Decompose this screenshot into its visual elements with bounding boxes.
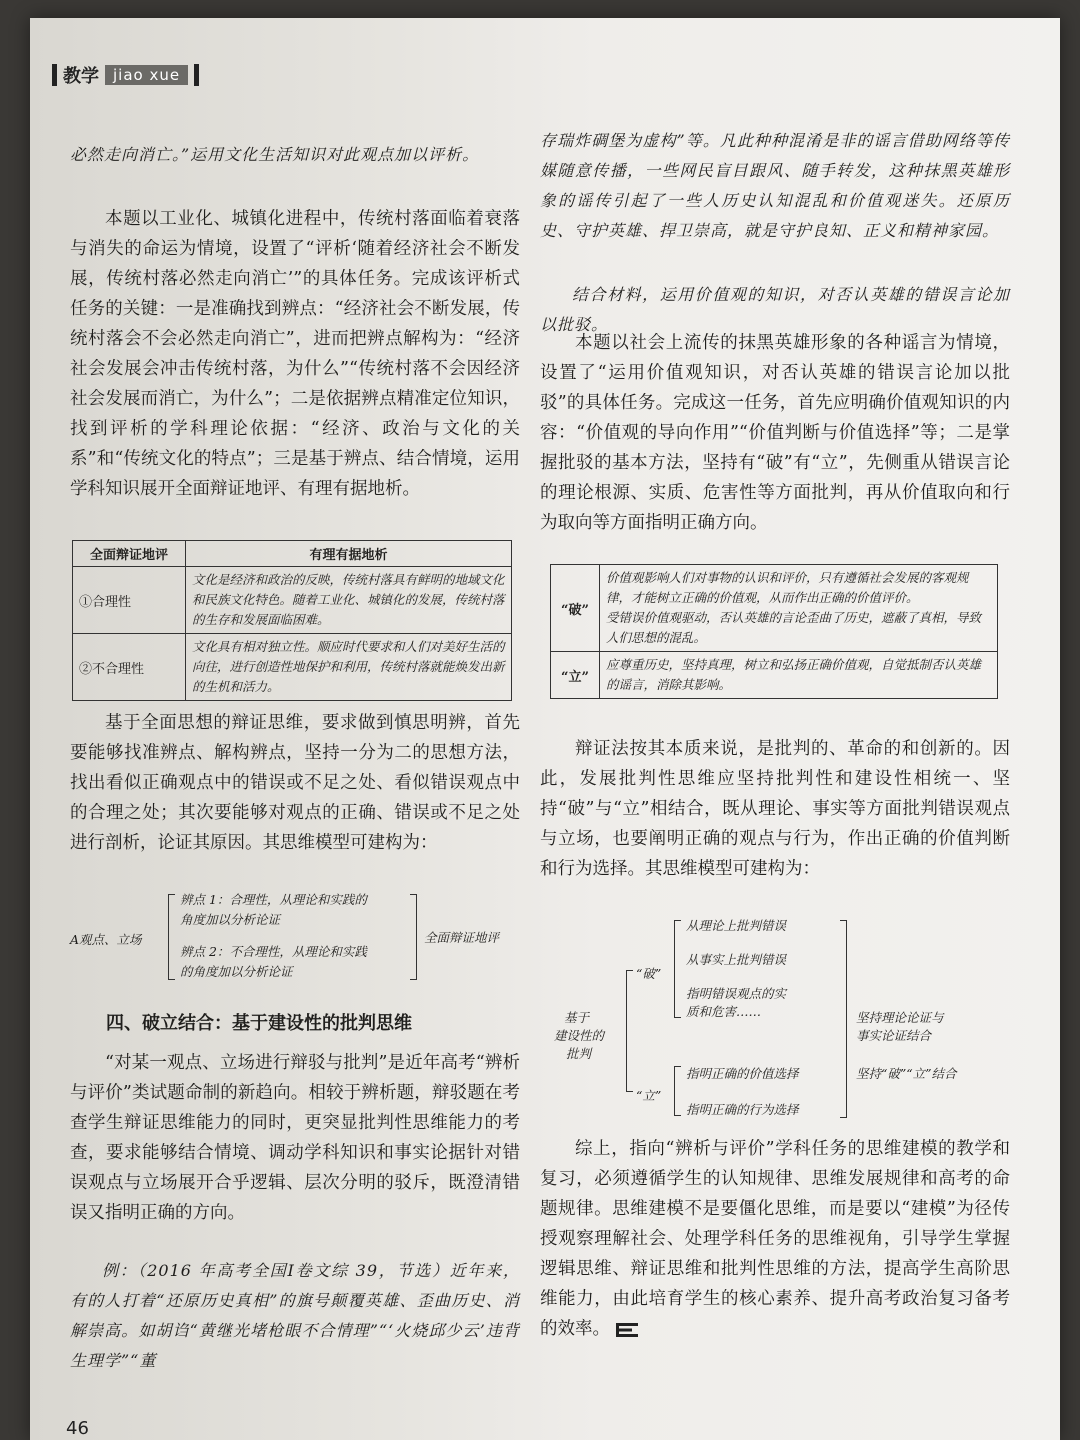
magazine-page [30,18,1060,1440]
table-row-label: “立” [551,652,600,699]
model-branch-1-line-1: 辨点 1：合理性，从理论和实践的 [180,892,367,907]
model-result-1-line-2: 事实论证结合 [856,1028,932,1043]
right-p1: 存瑞炸碉堡为虚构”等。凡此种种混淆是非的谣言借助网络等传媒随意传播，一些网民盲目跟风、随手转发，这种抹黑英雄形象的谣传引起了一些人历史认知混乱和价值观迷失。还原历史、守护英雄、捍卫崇高，就是守护良知、正义和精神家园。 [540,131,1010,240]
left-p2: 本题以工业化、城镇化进程中，传统村落面临着衰落与消失的命运为情境，设置了“评析‘随着经济社会不断发展，传统村落必然走向消亡’”的具体任务。完成该评析式任务的关键：一是准确找到辨点：“经济社会不断发展，传统村落会不会必然走向消亡”，进而把辨点解构为：“经济社会发展会冲击传统村落，为什么”“传统村落不会因经济社会发展而消亡，为什么”；二是依据辨点精准定位知识，找到评析的学科理论依据：“经济、政治与文化的关系”和“传统文化的特点”；三是基于辨点、结合情境，运用学科知识展开全面辩证地评、有理有据地析。 [70,209,520,499]
section-heading: 四、破立结合：基于建设性的批判思维 [106,1013,412,1034]
table-row [73,634,512,701]
left-table-header-1: 全面辩证地评 [73,541,186,567]
model-li-item-2: 指明正确的行为选择 [686,1102,799,1117]
table-row-text-2: 受错误价值观驱动，否认英雄的言论歪曲了历史，遮蔽了真相，导致人们思想的混乱。 [606,610,982,645]
page-header [52,62,199,88]
end-mark-icon [616,1323,638,1337]
right-table [550,564,998,699]
section-title: 教学 [63,66,99,87]
left-p3: 基于全面思想的辩证思维，要求做到慎思明辨，首先要能够找准辨点、解构辨点，坚持一分为二的思想方法，找出看似正确观点中的错误或不足之处、看似错误观点中的合理之处；其次要能够对观点的正确、错误或不足之处进行剖析，论证其原因。其思维模型可建构为： [70,713,520,853]
table-row-text [600,565,998,652]
table-row [551,652,998,699]
table-row-text-1: 价值观影响人们对事物的认识和评价，只有遵循社会发展的客观规律，才能树立正确的价值观，从而作出正确的价值评价。 [606,570,969,605]
model-result: 全面辩证地评 [424,930,500,945]
table-row-text: 应尊重历史，坚持真理，树立和弘扬正确价值观，自觉抵制否认英雄的谣言，消除其影响。 [600,652,998,699]
model-result-1-line-1: 坚持理论论证与 [856,1010,944,1025]
model-root-line-1: 基于 [564,1010,590,1025]
model-branch-2-line-2: 的角度加以分析论证 [180,964,293,979]
model-po-item-2: 从事实上批判错误 [686,952,787,967]
table-row-text: 文化是经济和政治的反映，传统村落具有鲜明的地域文化和民族文化特色。随着工业化、城镇化的发展，传统村落的生存和发展面临困难。 [186,567,512,634]
right-p5-text: 综上，指向“辨析与评价”学科任务的思维建模的教学和复习，必须遵循学生的认知规律、思维发展规律和高考的命题规律。思维建模不是要僵化思维，而是要以“建模”为径传授观察理解社会、处理学科任务的思维视角，引导学生掌握逻辑思维、辩证思维和批判性思维的方法，提高学生高阶思维能力，由此培育学生的核心素养、提升高考政治复习备考的效率。 [540,1139,1010,1339]
model-po: “破” [636,966,662,981]
model-branch-2-line-1: 辨点 2：不合理性，从理论和实践 [180,944,367,959]
model-po-brace [674,920,681,1018]
left-table-header-2: 有理有据地析 [186,541,512,567]
model-li: “立” [636,1088,662,1103]
model-result-2: 坚持“破”“立”结合 [856,1066,957,1081]
model-right-brace [840,920,847,1118]
right-thinking-model [540,914,1010,1128]
left-table [72,540,512,701]
left-p1: 必然走向消亡。”运用文化生活知识对此观点加以评析。 [70,145,480,164]
left-p4: “对某一观点、立场进行辩驳与批判”是近年高考“辨析与评价”类试题命制的新趋向。相较于辨析题，辩驳题在考查学生辩证思维能力的同时，更突显批判性思维能力的考查，要求能够结合情境、调动学科知识和事实论据针对错误观点与立场展开合乎逻辑、层次分明的驳斥，既澄清错误又指明正确的方向。 [70,1053,520,1223]
right-p4: 辩证法按其本质来说，是批判的、革命的和创新的。因此，发展批判性思维应坚持批判性和建设性相统一、坚持“破”与“立”相结合，既从理论、事实等方面批判错误观点与立场，也要阐明正确的观点与行为，作出正确的价值判断和行为选择。其思维模型可建构为： [540,739,1010,879]
model-right-brace [410,894,417,980]
model-po-item-3-line-2: 质和危害…… [686,1004,762,1019]
model-root-line-2: 建设性的 [554,1028,605,1043]
header-bar-right [194,64,199,86]
table-row [551,565,998,652]
model-po-item-1: 从理论上批判错误 [686,918,787,933]
model-root-line-3: 批判 [566,1046,592,1061]
page-number: 46 [66,1418,89,1439]
header-bar-left [52,64,57,86]
model-root-brace [626,970,633,1092]
table-row-label: ①合理性 [73,567,186,634]
table-row-label: “破” [551,565,600,652]
table-row-text: 文化具有相对独立性。顺应时代要求和人们对美好生活的向往，进行创造性地保护和利用，传统村落就能焕发出新的生机和活力。 [186,634,512,701]
model-left-brace [168,894,175,980]
left-p5: 例：（2016 年高考全国Ⅰ卷文综 39，节选）近年来，有的人打着“还原历史真相”的旗号颠覆英雄、歪曲历史、消解崇高。如胡诌“黄继光堵枪眼不合情理”“‘火烧邱少云’违背生理学”“董 [70,1261,520,1370]
model-po-item-3-line-1: 指明错误观点的实 [686,986,787,1001]
model-root: A观点、立场 [70,932,142,947]
table-row-label: ②不合理性 [73,634,186,701]
model-branch-1-line-2: 角度加以分析论证 [180,912,281,927]
model-li-item-1: 指明正确的价值选择 [686,1066,799,1081]
right-p5 [540,1134,1010,1344]
right-p2: 结合材料，运用价值观的知识，对否认英雄的错误言论加以批驳。 [540,285,1010,334]
model-li-brace [674,1066,681,1116]
table-row [73,567,512,634]
left-thinking-model [70,886,520,996]
section-pinyin: jiao xue [105,65,188,85]
right-p3: 本题以社会上流传的抹黑英雄形象的各种谣言为情境，设置了“运用价值观知识，对否认英雄的错误言论加以批驳”的具体任务。完成这一任务，首先应明确价值观知识的内容：“价值观的导向作用”“价值判断与价值选择”等；二是掌握批驳的基本方法，坚持有“破”有“立”，先侧重从错误言论的理论根源、实质、危害性等方面批判，再从价值取向和行为取向等方面指明正确方向。 [540,333,1010,533]
